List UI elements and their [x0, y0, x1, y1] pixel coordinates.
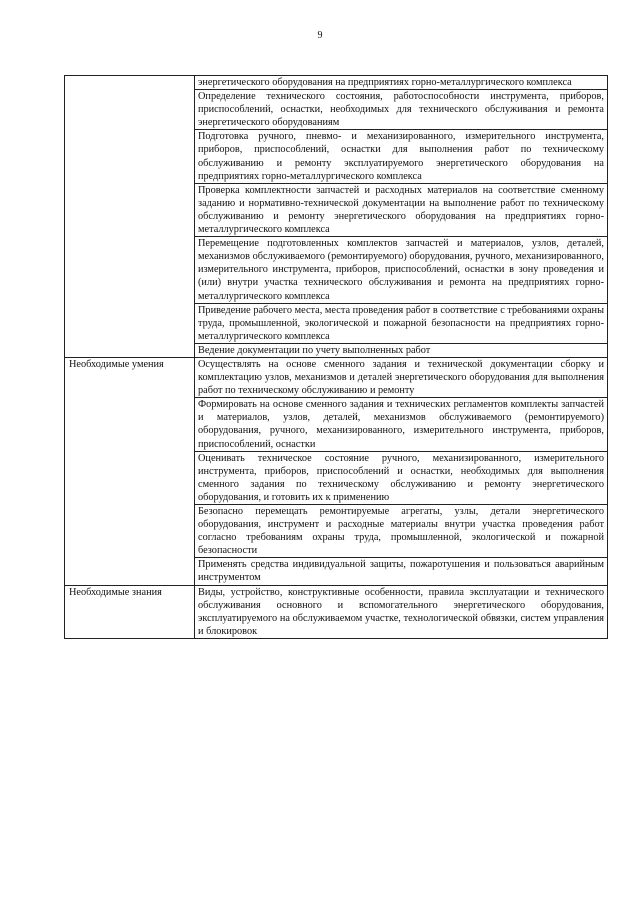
table-row: [65, 585, 608, 638]
labor-action-cell: Определение технического состояния, работоспособности инструмента, приборов, приспособлений, оснастки, необходимых для технического обслуживания и ремонта энергетического оборудованиям: [195, 90, 608, 130]
labor-action-cell: энергетического оборудования на предприятиях горно-металлургического комплекса: [195, 76, 608, 90]
labor-actions-label-cell: [65, 76, 195, 358]
page-number: 9: [317, 30, 323, 41]
skill-cell: Формировать на основе сменного задания и технических регламентов комплекты запчастей и материалов, узлов, деталей, механизмов обслуживаемого (ремонтируемого) оборудования, ручного, механизированного, измерительного инструмента, приборов, приспособлений, оснастки: [195, 398, 608, 451]
skill-cell: Безопасно перемещать ремонтируемые агрегаты, узлы, детали энергетического оборудования, инструмент и расходные материалы внутри участка проведения работ согласно требованиям охраны труда, промышленной, экологической и пожарной безопасности: [195, 505, 608, 558]
labor-action-cell: Подготовка ручного, пневмо- и механизированного, измерительного инструмента, приборов, приспособлений, оснастки для выполнения работ по техническому обслуживанию и ремонту эксплуатируемого энергетического оборудования на предприятиях горно-металлургического комплекса: [195, 130, 608, 183]
table-row: [65, 357, 608, 397]
skill-cell: Осуществлять на основе сменного задания и технической документации сборку и комплектацию узлов, механизмов и деталей энергетического оборудования для выполнения работ по техническому обслуживанию и ремонту: [195, 357, 608, 397]
skills-label: Необходимые умения: [65, 357, 195, 585]
labor-action-cell: Приведение рабочего места, места проведения работ в соответствие с требованиями охраны труда, промышленной, экологической и пожарной безопасности на предприятиях горно-металлургического комплекса: [195, 303, 608, 343]
labor-action-cell: Проверка комплектности запчастей и расходных материалов на соответствие сменному заданию и нормативно-технической документации на выполнение работ по техническому обслуживанию и ремонту энергетического оборудования на предприятиях горно-металлургического комплекса: [195, 183, 608, 236]
labor-action-cell: Перемещение подготовленных комплектов запчастей и материалов, узлов, деталей, механизмов обслуживаемого (ремонтируемого) оборудования, ручного, механизированного, измерительного инструмента, приборов, приспособлений, оснастки в зону проведения и (или) внутри участка технического обслуживания и ремонта на предприятиях горно-металлургического комплекса: [195, 237, 608, 303]
table-row: [65, 76, 608, 90]
knowledge-label: Необходимые знания: [65, 585, 195, 638]
skill-cell: Оценивать техническое состояние ручного, механизированного, измерительного инструмента, приборов, приспособлений и оснастки, необходимых для выполнения сменного задания по техническому обслуживанию и ремонту энергетического оборудования, и готовить их к применению: [195, 451, 608, 504]
competency-table: [64, 75, 608, 639]
skill-cell: Применять средства индивидуальной защиты, пожаротушения и пользоваться аварийным инструментом: [195, 558, 608, 585]
knowledge-cell: Виды, устройство, конструктивные особенности, правила эксплуатации и технического обслуживания основного и вспомогательного энергетического оборудования, эксплуатируемого на обслуживаемом участке, технологической обвязки, систем управления и блокировок: [195, 585, 608, 638]
labor-action-cell: Ведение документации по учету выполненных работ: [195, 343, 608, 357]
